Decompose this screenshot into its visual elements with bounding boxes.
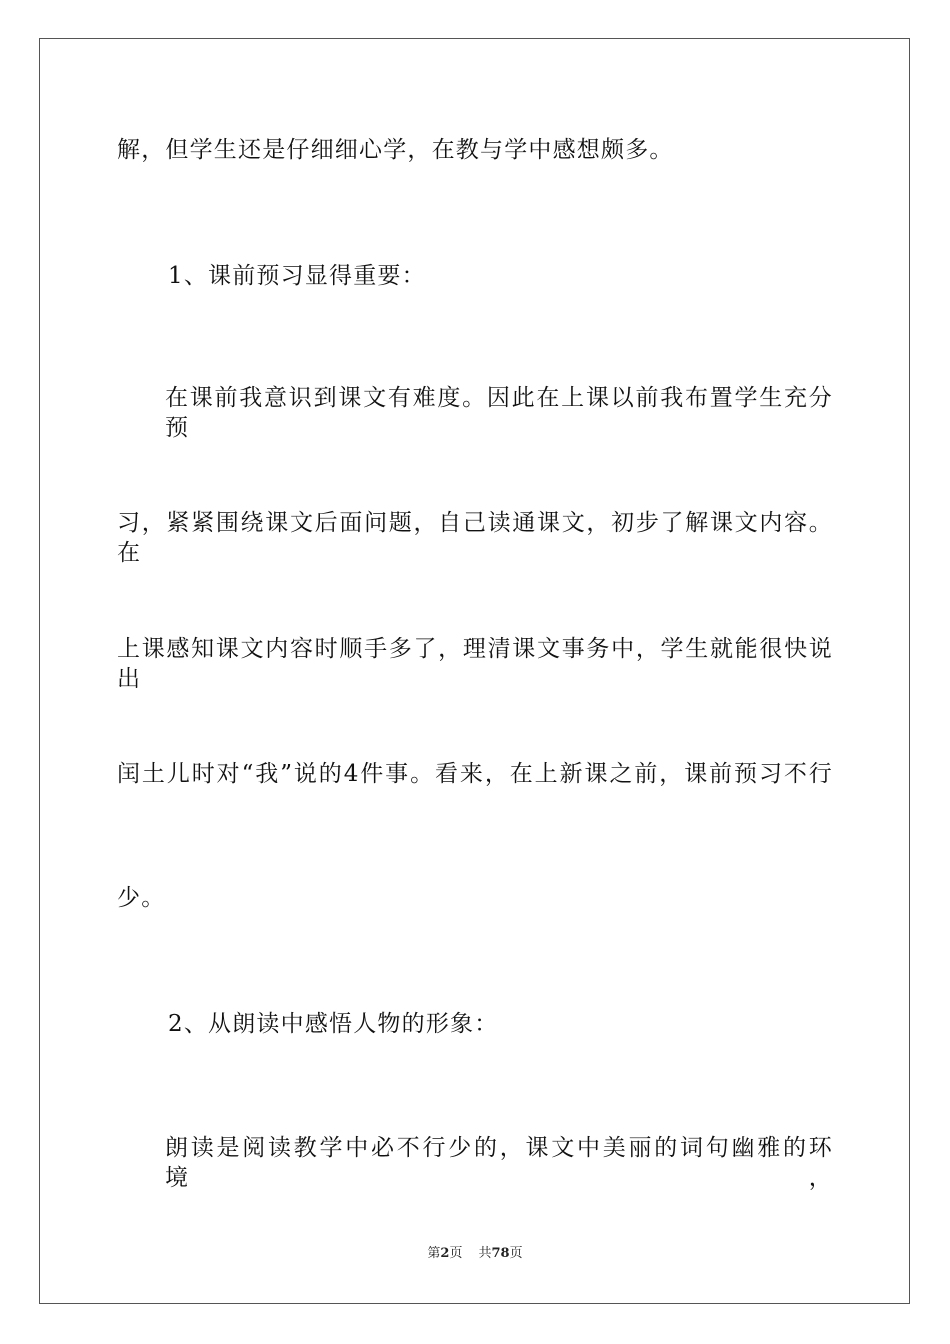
paragraph-line-7: 朗读是阅读教学中必不行少的，课文中美丽的词句幽雅的环境， [165, 1135, 833, 1191]
footer-total-suffix: 页 [509, 1246, 523, 1261]
paragraph-line-1: 解，但学生还是仔细细心学，在教与学中感想颇多。 [117, 137, 674, 163]
footer-total-pages: 78 [491, 1246, 510, 1261]
paragraph-line-3: 习，紧紧围绕课文后面问题，自己读通课文，初步了解课文内容。在 [117, 510, 833, 566]
paragraph-line-6: 少。 [117, 885, 166, 911]
footer-total-prefix: 共 [478, 1246, 492, 1261]
section-heading-1: 1、课前预习显得重要： [168, 263, 426, 289]
section-heading-2: 2、从朗读中感悟人物的形象： [168, 1011, 499, 1037]
paragraph-line-4: 上课感知课文内容时顺手多了，理清课文事务中，学生就能很快说出 [117, 636, 833, 692]
page-footer [0, 1244, 950, 1264]
paragraph-line-5: 闰土儿时对“我”说的4件事。看来，在上新课之前，课前预习不行 [117, 761, 833, 787]
paragraph-line-2: 在课前我意识到课文有难度。因此在上课以前我布置学生充分预 [165, 385, 833, 441]
footer-page-number: 2 [440, 1246, 450, 1261]
footer-page-prefix: 第 [427, 1246, 441, 1261]
footer-page-suffix: 页 [449, 1246, 463, 1261]
